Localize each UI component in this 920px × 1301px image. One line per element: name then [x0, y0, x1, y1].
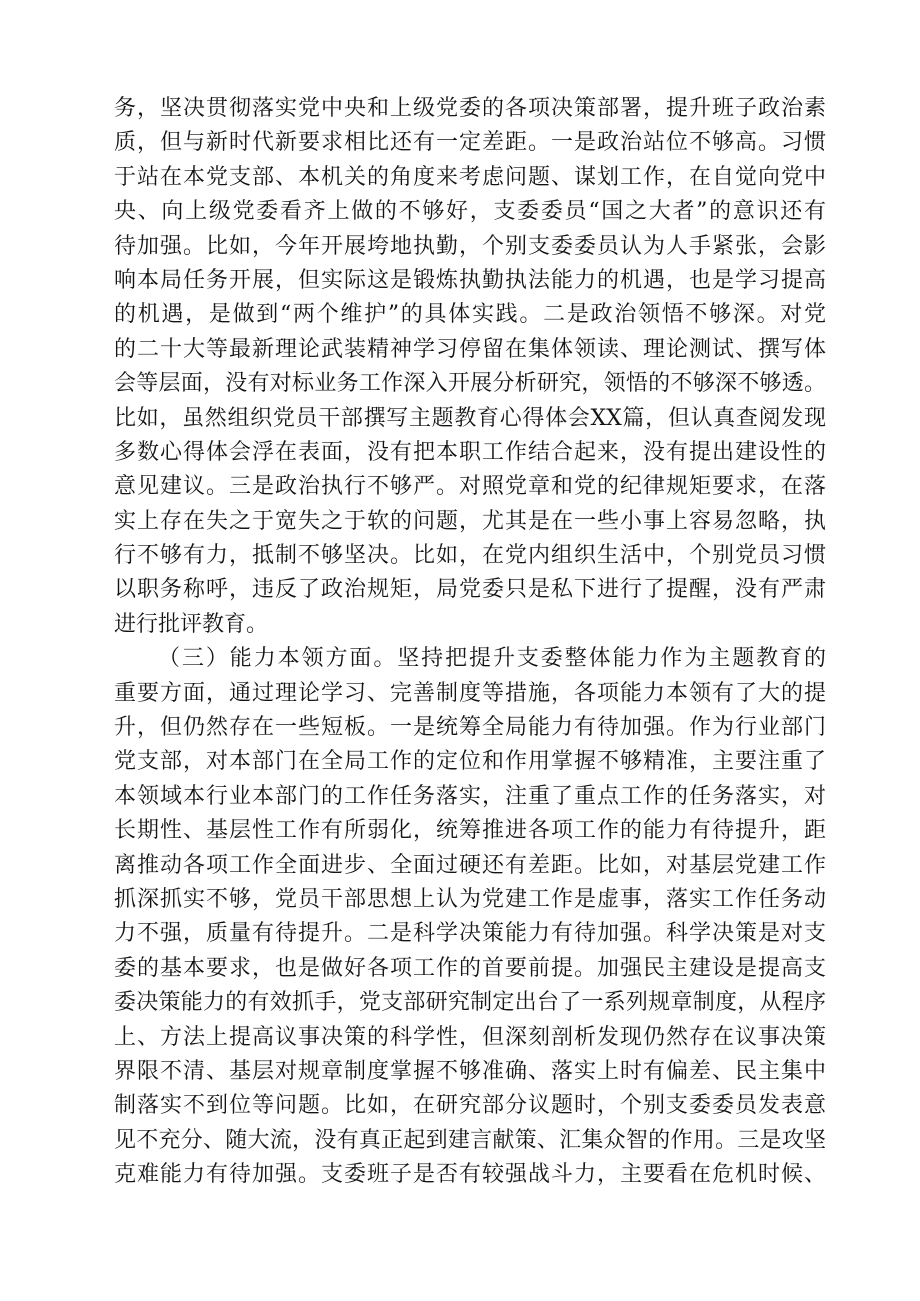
text-line: 响本局任务开展，但实际这是锻炼执勤执法能力的机遇，也是学习提高 [114, 267, 826, 293]
text-line: 央、向上级党委看齐上做的不够好，支委委员“国之大者”的意识还有 [114, 199, 826, 225]
text-line: 会等层面，没有对标业务工作深入开展分析研究，领悟的不够深不够透。 [114, 371, 826, 397]
text-line: 力不强，质量有待提升。二是科学决策能力有待加强。科学决策是对支 [114, 921, 826, 947]
text-line: 行不够有力，抵制不够坚决。比如，在党内组织生活中，个别党员习惯 [114, 543, 826, 569]
text-line: 上、方法上提高议事决策的科学性，但深刻剖析发现仍然存在议事决策 [114, 1024, 826, 1050]
text-line: 待加强。比如，今年开展垮地执勤，个别支委委员认为人手紧张，会影 [114, 233, 826, 259]
text-line: 克难能力有待加强。支委班子是否有较强战斗力，主要看在危机时候、 [114, 1162, 826, 1188]
text-line: 比如，虽然组织党员干部撰写主题教育心得体会XX篇，但认真查阅发现 [114, 405, 826, 431]
text-line: 界限不清、基层对规章制度掌握不够准确、落实上时有偏差、民主集中 [114, 1058, 826, 1084]
text-line: 意见建议。三是政治执行不够严。对照党章和党的纪律规矩要求，在落 [114, 474, 826, 500]
text-line: 本领域本行业本部门的工作任务落实，注重了重点工作的任务落实，对 [114, 783, 826, 809]
text-line: 党支部，对本部门在全局工作的定位和作用掌握不够精准，主要注重了 [114, 749, 826, 775]
text-line: 见不充分、随大流，没有真正起到建言献策、汇集众智的作用。三是攻坚 [114, 1127, 826, 1153]
text-line: 于站在本党支部、本机关的角度来考虑问题、谋划工作，在自觉向党中 [114, 164, 826, 190]
text-line: 委的基本要求，也是做好各项工作的首要前提。加强民主建设是提高支 [114, 955, 826, 981]
text-line: 的二十大等最新理论武装精神学习停留在集体领读、理论测试、撰写体 [114, 336, 826, 362]
text-line: 长期性、基层性工作有所弱化，统筹推进各项工作的能力有待提升，距 [114, 818, 826, 844]
text-line: 离推动各项工作全面进步、全面过硬还有差距。比如，对基层党建工作 [114, 852, 826, 878]
text-line: 多数心得体会浮在表面，没有把本职工作结合起来，没有提出建设性的 [114, 439, 826, 465]
text-line: 务，坚决贯彻落实党中央和上级党委的各项决策部署，提升班子政治素 [114, 96, 826, 121]
text-line: 以职务称呼，违反了政治规矩，局党委只是私下进行了提醒，没有严肃 [114, 577, 826, 603]
text-line: 升，但仍然存在一些短板。一是统筹全局能力有待加强。作为行业部门 [114, 715, 826, 741]
text-line: 抓深抓实不够，党员干部思想上认为党建工作是虚事，落实工作任务动 [114, 886, 826, 912]
body-text [114, 92, 826, 1193]
section-heading-line: （三）能力本领方面。坚持把提升支委整体能力作为主题教育的 [158, 646, 826, 672]
text-line: 质，但与新时代新要求相比还有一定差距。一是政治站位不够高。习惯 [114, 130, 826, 156]
text-line: 重要方面，通过理论学习、完善制度等措施，各项能力本领有了大的提 [114, 680, 826, 706]
text-line: 实上存在失之于宽失之于软的问题，尤其是在一些小事上容易忽略，执 [114, 508, 826, 534]
text-line: 制落实不到位等问题。比如，在研究部分议题时，个别支委委员发表意 [114, 1093, 826, 1119]
text-line: 委决策能力的有效抓手，党支部研究制定出台了一系列规章制度，从程序 [114, 990, 826, 1016]
text-line: 的机遇，是做到“两个维护”的具体实践。二是政治领悟不够深。对党 [114, 302, 826, 328]
text-line: 进行批评教育。 [114, 611, 269, 637]
